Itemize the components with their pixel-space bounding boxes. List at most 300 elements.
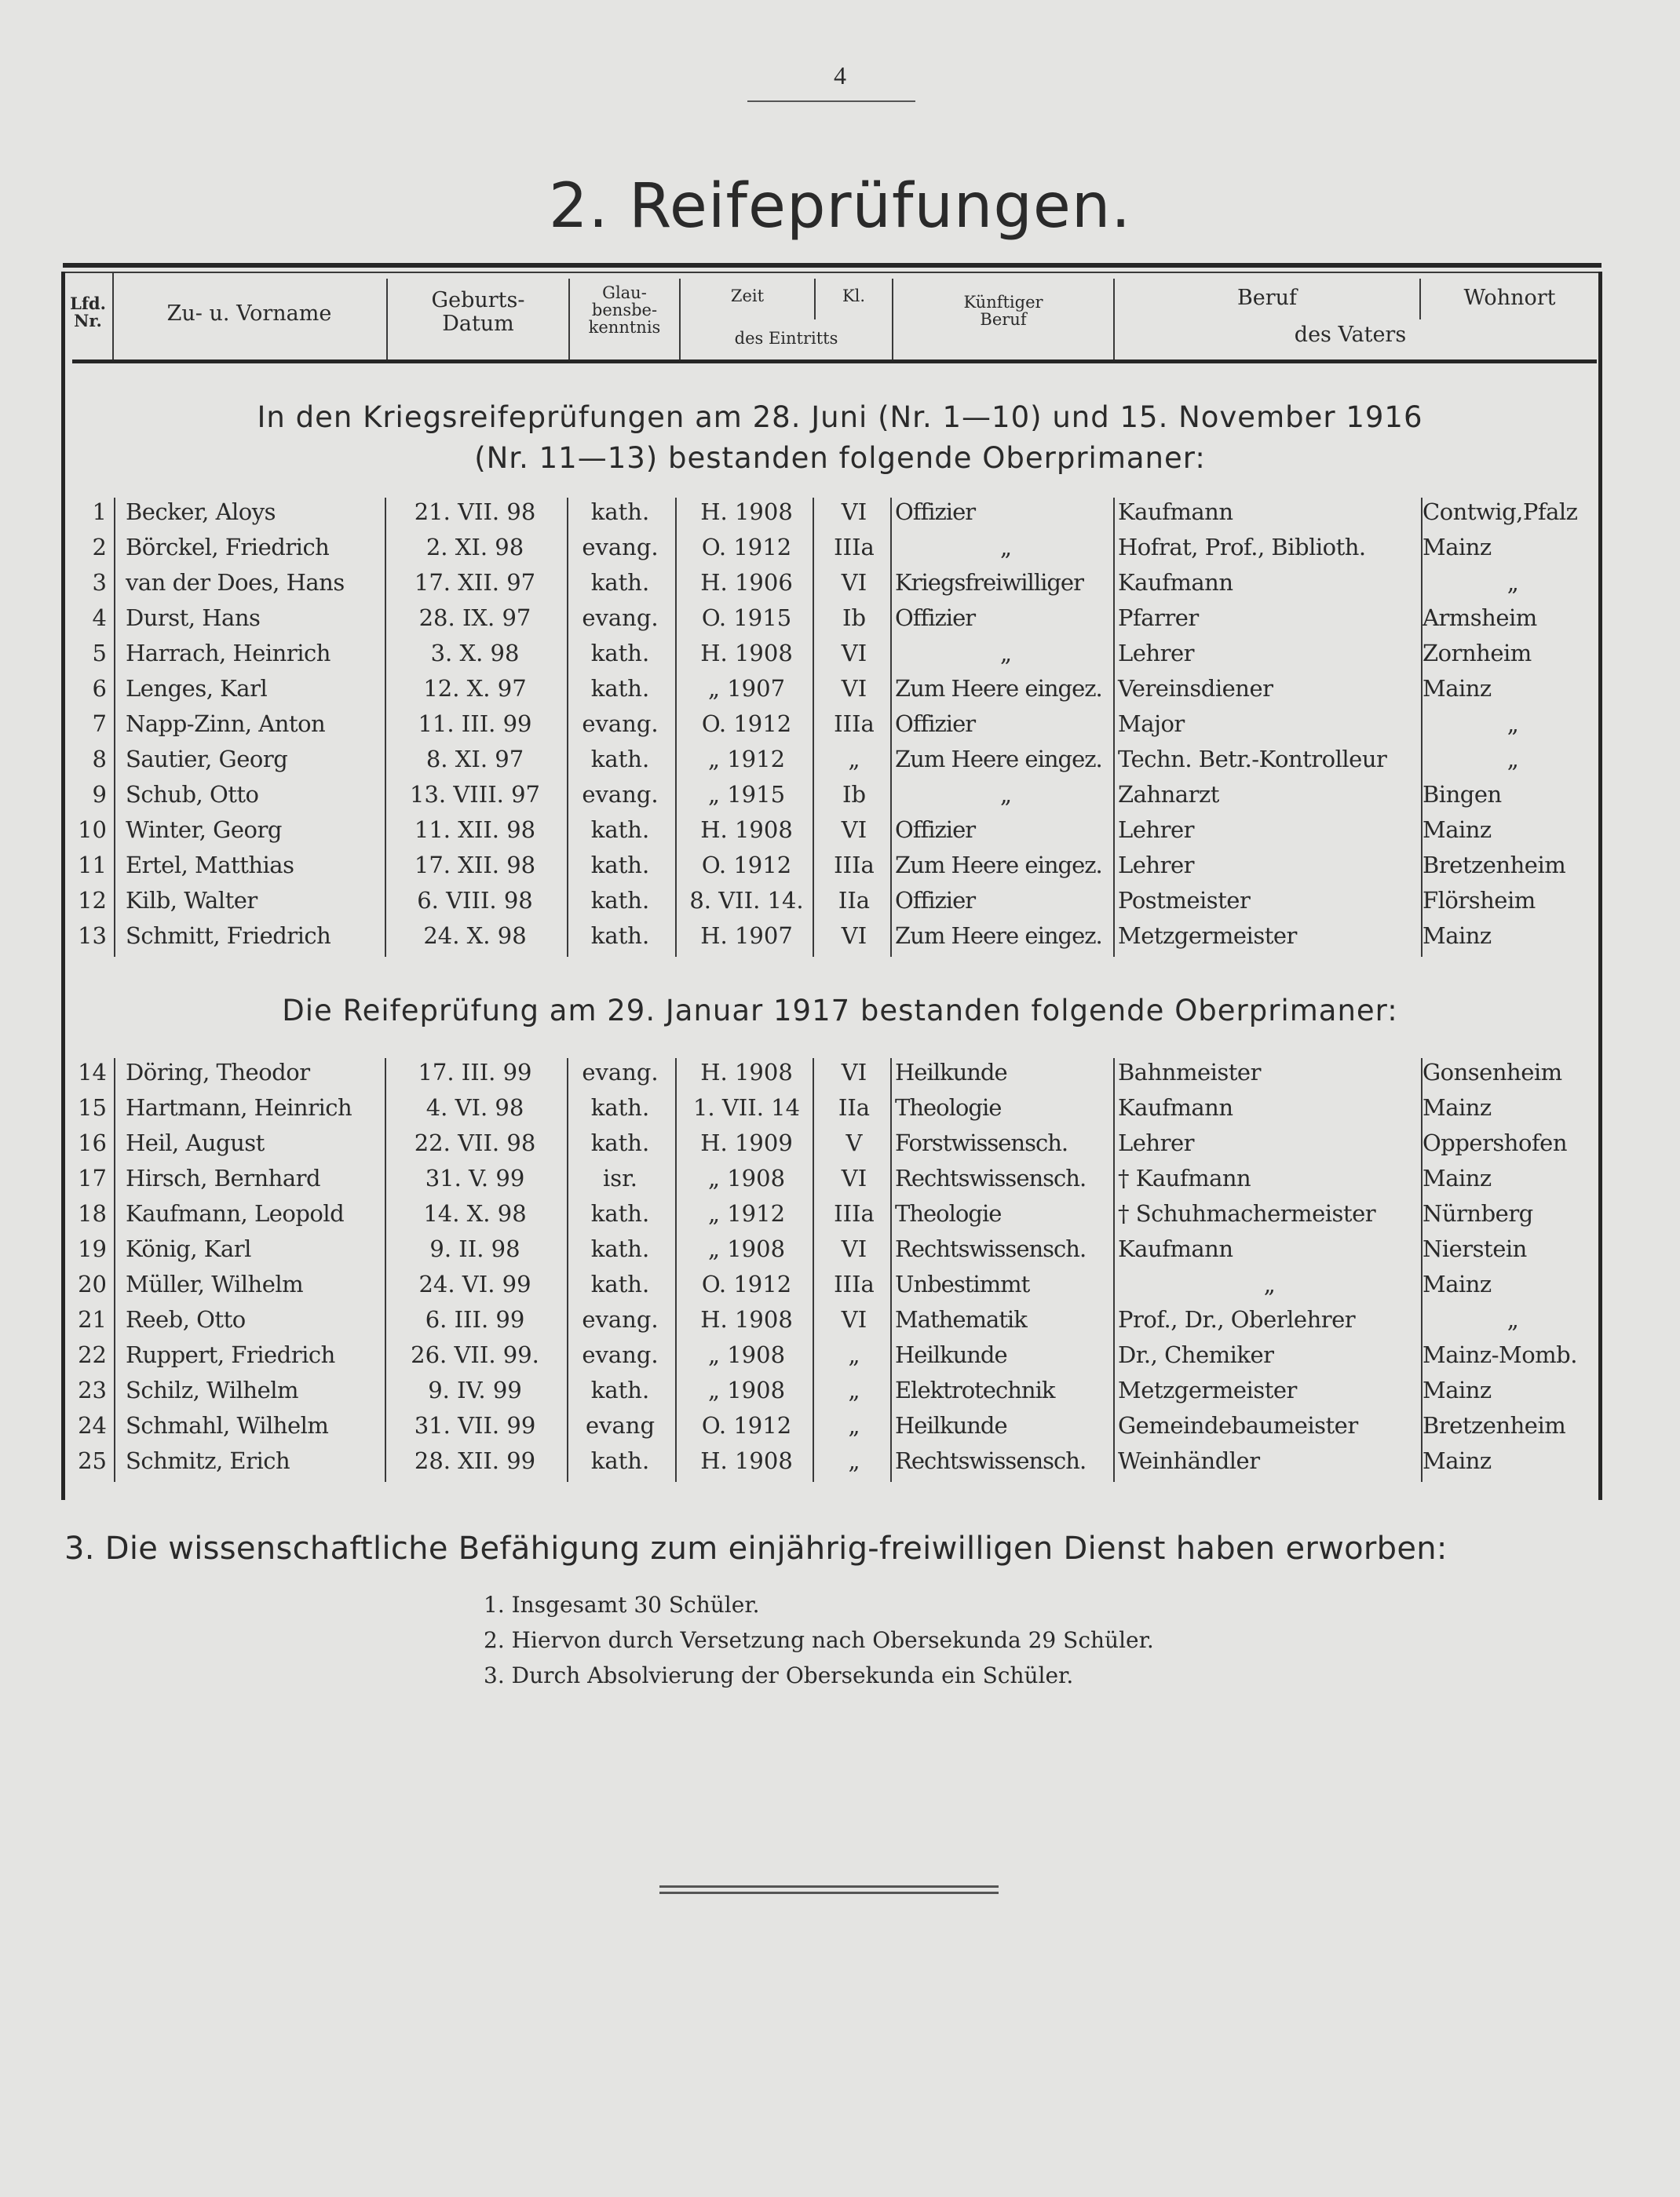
table-row: [0, 1338, 1680, 1373]
father-profession: Techn. Betr.-Kontrolleur: [1118, 746, 1387, 772]
entry-time: „ 1908: [707, 1235, 786, 1262]
col-header-name: Zu- u. Vorname: [166, 301, 332, 326]
row-number: 12: [78, 887, 107, 914]
birth-date: 26. VII. 99.: [411, 1341, 539, 1368]
residence: Gonsenheim: [1423, 1059, 1562, 1086]
birth-date: 17. XII. 98: [414, 852, 536, 878]
table-row: [0, 918, 1680, 954]
section3-heading: 3. Die wissenschaftliche Befähigung zum einjährig-freiwilligen Dienst haben erworben:: [64, 1531, 1448, 1567]
row-number: 22: [78, 1341, 107, 1368]
birth-date: 22. VII. 98: [414, 1130, 536, 1156]
entry-class: VI: [841, 1059, 867, 1086]
birth-date: 11. XII. 98: [414, 816, 536, 843]
table-row: [0, 1196, 1680, 1232]
birth-date: 9. II. 98: [429, 1235, 520, 1262]
table-top-thin-rule: [63, 272, 1601, 273]
entry-time: H. 1908: [700, 816, 793, 843]
religion: evang.: [582, 534, 659, 560]
future-profession: Mathematik: [895, 1306, 1027, 1333]
table-row: [0, 1443, 1680, 1479]
entry-time: O. 1915: [701, 604, 792, 631]
father-profession: Bahnmeister: [1118, 1059, 1261, 1086]
religion: kath.: [590, 1094, 650, 1121]
birth-date: 8. XI. 97: [425, 746, 524, 772]
entry-class: „: [848, 1341, 860, 1368]
residence: „: [1507, 710, 1519, 737]
column-divider: [890, 498, 892, 957]
father-profession: „: [1263, 1271, 1276, 1297]
student-name: Hartmann, Heinrich: [126, 1094, 352, 1121]
student-name: Napp-Zinn, Anton: [126, 710, 326, 737]
entry-time: „ 1912: [707, 746, 786, 772]
row-number: 19: [78, 1235, 107, 1262]
row-number: 18: [78, 1200, 107, 1227]
row-number: 24: [78, 1412, 107, 1439]
residence: Oppershofen: [1423, 1130, 1568, 1156]
student-name: Reeb, Otto: [126, 1306, 246, 1333]
col-header-kl: Kl.: [842, 286, 866, 305]
table-row: [0, 1267, 1680, 1302]
residence: Zornheim: [1423, 640, 1532, 666]
student-name: Winter, Georg: [126, 816, 282, 843]
future-profession: Kriegsfreiwilliger: [895, 569, 1083, 596]
father-profession: † Kaufmann: [1118, 1165, 1251, 1192]
birth-date: 3. X. 98: [430, 640, 520, 666]
future-profession: Forstwissensch.: [895, 1130, 1068, 1156]
column-divider: [385, 1058, 386, 1482]
col-header-wohnort: Wohnort: [1463, 286, 1556, 310]
religion: kath.: [590, 852, 650, 878]
father-profession: Hofrat, Prof., Biblioth.: [1118, 534, 1366, 560]
column-divider: [567, 1058, 568, 1482]
row-number: 14: [78, 1059, 107, 1086]
religion: kath.: [590, 746, 650, 772]
table-row: [0, 1408, 1680, 1443]
column-divider: [890, 1058, 892, 1482]
religion: evang: [585, 1412, 656, 1439]
student-name: Kaufmann, Leopold: [126, 1200, 345, 1227]
student-name: Durst, Hans: [126, 604, 261, 631]
father-profession: Zahnarzt: [1118, 781, 1219, 808]
future-profession: Theologie: [895, 1200, 1002, 1227]
section3-list: [484, 1587, 1154, 1693]
footer-rule-top: [659, 1885, 999, 1888]
entry-class: IIa: [838, 1094, 871, 1121]
col-header-glaubensbekenntnis: [570, 284, 679, 336]
entry-time: „ 1912: [707, 1200, 786, 1227]
table-row: [0, 530, 1680, 565]
father-profession: Metzgermeister: [1118, 922, 1297, 949]
entry-class: VI: [841, 569, 867, 596]
row-number: 16: [78, 1130, 107, 1156]
entry-time: H. 1908: [700, 498, 793, 525]
religion: evang.: [582, 1341, 659, 1368]
student-name: Börckel, Friedrich: [126, 534, 330, 560]
future-profession: Zum Heere eingez.: [895, 675, 1102, 702]
religion: kath.: [590, 1447, 650, 1474]
entry-class: Ib: [842, 781, 867, 808]
future-profession: Zum Heere eingez.: [895, 746, 1102, 772]
religion: kath.: [590, 569, 650, 596]
religion: kath.: [590, 1235, 650, 1262]
col-header-nr: Nr.: [74, 311, 102, 330]
future-profession: Heilkunde: [895, 1341, 1007, 1368]
section1-heading: [0, 397, 1680, 479]
residence: Mainz: [1423, 534, 1492, 560]
birth-date: 28. IX. 97: [418, 604, 531, 631]
row-number: 21: [78, 1306, 107, 1333]
birth-date: 17. XII. 97: [414, 569, 536, 596]
row-number: 23: [78, 1377, 107, 1403]
birth-date: 17. III. 99: [418, 1059, 532, 1086]
birth-date: 12. X. 97: [423, 675, 527, 702]
student-name: Ertel, Matthias: [126, 852, 294, 878]
future-profession: Offizier: [895, 604, 976, 631]
birth-date: 6. III. 99: [425, 1306, 525, 1333]
residence: Nürnberg: [1423, 1200, 1533, 1227]
column-divider: [1421, 1058, 1423, 1482]
col-header-geburts: Geburts-: [431, 288, 525, 312]
father-profession: Kaufmann: [1118, 1094, 1233, 1121]
column-divider: [114, 1058, 115, 1482]
birth-date: 6. VIII. 98: [417, 887, 533, 914]
birth-date: 31. V. 99: [425, 1165, 525, 1192]
entry-class: „: [848, 746, 860, 772]
row-number: 10: [78, 816, 107, 843]
residence: Mainz: [1423, 675, 1492, 702]
residence: Mainz: [1423, 1271, 1492, 1297]
entry-time: „ 1908: [707, 1341, 786, 1368]
table-row: [0, 1055, 1680, 1090]
col-header-lfd-nr: [64, 295, 111, 330]
row-number: 4: [92, 604, 107, 631]
father-profession: Kaufmann: [1118, 1235, 1233, 1262]
row-number: 17: [78, 1165, 107, 1192]
entry-time: H. 1909: [700, 1130, 793, 1156]
table-row: [0, 671, 1680, 706]
entry-class: VI: [841, 1165, 867, 1192]
father-profession: † Schuhmachermeister: [1118, 1200, 1376, 1227]
student-name: Heil, August: [126, 1130, 265, 1156]
residence: Mainz: [1423, 1377, 1492, 1403]
student-name: Schmitz, Erich: [126, 1447, 290, 1474]
entry-time: O. 1912: [701, 534, 792, 560]
row-number: 5: [92, 640, 107, 666]
column-divider: [813, 1058, 814, 1482]
row-number: 1: [92, 498, 107, 525]
row-number: 9: [92, 781, 107, 808]
section2-heading: Die Reifeprüfung am 29. Januar 1917 bestanden folgende Oberprimaner:: [282, 994, 1398, 1027]
father-profession: Kaufmann: [1118, 569, 1233, 596]
birth-date: 24. X. 98: [423, 922, 527, 949]
section1-heading-line2: (Nr. 11—13) bestanden folgende Oberprimaner:: [474, 441, 1206, 475]
father-profession: Gemeindebaumeister: [1118, 1412, 1358, 1439]
future-profession: Zum Heere eingez.: [895, 922, 1102, 949]
residence: Armsheim: [1423, 604, 1537, 631]
father-profession: Lehrer: [1118, 640, 1194, 666]
residence: Bretzenheim: [1423, 852, 1566, 878]
table-row: [0, 1302, 1680, 1338]
birth-date: 9. IV. 99: [428, 1377, 522, 1403]
future-profession: Zum Heere eingez.: [895, 852, 1102, 878]
father-profession: Postmeister: [1118, 887, 1251, 914]
residence: Nierstein: [1423, 1235, 1527, 1262]
row-number: 6: [92, 675, 107, 702]
residence: Bretzenheim: [1423, 1412, 1566, 1439]
residence: „: [1507, 1306, 1519, 1333]
father-profession: Lehrer: [1118, 816, 1194, 843]
religion: evang.: [582, 781, 659, 808]
table-top-rule: [63, 263, 1601, 268]
table-row: [0, 812, 1680, 848]
page-number: 4: [834, 61, 846, 89]
religion: kath.: [590, 640, 650, 666]
entry-time: O. 1912: [701, 710, 792, 737]
student-name: Becker, Aloys: [126, 498, 276, 525]
religion: evang.: [582, 710, 659, 737]
col-header-lfd: Lfd.: [70, 294, 106, 313]
student-name: Ruppert, Friedrich: [126, 1341, 335, 1368]
entry-time: „ 1908: [707, 1165, 786, 1192]
col-header-geburtsdatum: [388, 289, 568, 336]
entry-class: „: [848, 1412, 860, 1439]
col-header-glau: Glau-: [602, 283, 647, 302]
future-profession: „: [999, 781, 1012, 808]
student-name: Lenges, Karl: [126, 675, 268, 702]
table-row: [0, 742, 1680, 777]
entry-time: H. 1908: [700, 1306, 793, 1333]
entry-class: V: [845, 1130, 863, 1156]
footer-rule-bottom: [659, 1892, 999, 1894]
entry-class: IIIa: [834, 852, 875, 878]
column-divider: [1113, 498, 1115, 957]
entry-time: „ 1908: [707, 1377, 786, 1403]
table-row: [0, 777, 1680, 812]
column-divider: [675, 498, 677, 957]
col-header-bensbe: bensbe-: [591, 301, 658, 319]
column-divider: [1421, 498, 1423, 957]
residence: „: [1507, 746, 1519, 772]
father-profession: Weinhändler: [1118, 1447, 1260, 1474]
column-divider: [813, 498, 814, 957]
table-row: [0, 636, 1680, 671]
entry-class: VI: [841, 1235, 867, 1262]
birth-date: 28. XII. 99: [414, 1447, 536, 1474]
future-profession: Heilkunde: [895, 1412, 1007, 1439]
entry-class: IIa: [838, 887, 871, 914]
father-profession: Pfarrer: [1118, 604, 1199, 631]
section1-heading-line1: In den Kriegsreifeprüfungen am 28. Juni (Nr. 1—10) und 15. November 1916: [257, 400, 1423, 434]
residence: Mainz: [1423, 1165, 1492, 1192]
col-header-kuenftiger-beruf: [893, 294, 1113, 328]
entry-class: VI: [841, 1306, 867, 1333]
student-name: Schilz, Wilhelm: [126, 1377, 299, 1403]
student-name: Müller, Wilhelm: [126, 1271, 304, 1297]
religion: kath.: [590, 675, 650, 702]
section3-item: 2. Hiervon durch Versetzung nach Obersekunda 29 Schüler.: [484, 1627, 1154, 1653]
table-row: [0, 883, 1680, 918]
table-row: [0, 848, 1680, 883]
student-name: König, Karl: [126, 1235, 251, 1262]
residence: Bingen: [1423, 781, 1502, 808]
birth-date: 2. XI. 98: [425, 534, 524, 560]
religion: kath.: [590, 1200, 650, 1227]
future-profession: Offizier: [895, 498, 976, 525]
religion: kath.: [590, 922, 650, 949]
table-row: [0, 600, 1680, 636]
religion: evang.: [582, 1059, 659, 1086]
father-profession: Kaufmann: [1118, 498, 1233, 525]
birth-date: 21. VII. 98: [414, 498, 536, 525]
residence: „: [1507, 569, 1519, 596]
student-name: Schmahl, Wilhelm: [126, 1412, 329, 1439]
religion: kath.: [590, 1271, 650, 1297]
entry-class: „: [848, 1377, 860, 1403]
entry-class: VI: [841, 498, 867, 525]
religion: kath.: [590, 887, 650, 914]
student-name: Schub, Otto: [126, 781, 259, 808]
residence: Mainz: [1423, 1447, 1492, 1474]
future-profession: „: [999, 640, 1012, 666]
row-number: 7: [92, 710, 107, 737]
residence: Mainz: [1423, 1094, 1492, 1121]
entry-time: H. 1908: [700, 640, 793, 666]
column-divider: [385, 498, 386, 957]
birth-date: 24. VI. 99: [418, 1271, 531, 1297]
page-title: 2. Reifeprüfungen.: [548, 171, 1132, 242]
row-number: 11: [78, 852, 107, 878]
entry-time: 8. VII. 14.: [689, 887, 804, 914]
birth-date: 13. VIII. 97: [410, 781, 540, 808]
future-profession: Theologie: [895, 1094, 1002, 1121]
table-row: [0, 1232, 1680, 1267]
column-divider: [114, 498, 115, 957]
table-row: [0, 1090, 1680, 1126]
table-row: [0, 1161, 1680, 1196]
religion: evang.: [582, 1306, 659, 1333]
column-divider: [675, 1058, 677, 1482]
table-row: [0, 495, 1680, 530]
entry-time: O. 1912: [701, 852, 792, 878]
entry-class: VI: [841, 640, 867, 666]
future-profession: Rechtswissensch.: [895, 1447, 1087, 1474]
entry-time: H. 1907: [700, 922, 793, 949]
entry-class: Ib: [842, 604, 867, 631]
future-profession: Rechtswissensch.: [895, 1165, 1087, 1192]
future-profession: Heilkunde: [895, 1059, 1007, 1086]
entry-time: H. 1908: [700, 1059, 793, 1086]
entry-class: IIIa: [834, 1200, 875, 1227]
col-header-beruf-k: Beruf: [980, 310, 1027, 329]
col-header-des-vaters: des Vaters: [1294, 323, 1407, 347]
student-name: Kilb, Walter: [126, 887, 257, 914]
entry-class: IIIa: [834, 534, 875, 560]
page-number-rule: [747, 100, 915, 102]
future-profession: Offizier: [895, 887, 976, 914]
table-row: [0, 706, 1680, 742]
entry-time: O. 1912: [701, 1271, 792, 1297]
religion: kath.: [590, 498, 650, 525]
entry-class: „: [848, 1447, 860, 1474]
student-name: Harrach, Heinrich: [126, 640, 331, 666]
birth-date: 14. X. 98: [423, 1200, 527, 1227]
entry-time: O. 1912: [701, 1412, 792, 1439]
entry-time: „ 1915: [707, 781, 786, 808]
col-header-des-eintritts: des Eintritts: [734, 329, 838, 348]
section3-item: 1. Insgesamt 30 Schüler.: [484, 1592, 760, 1618]
col-header-kuenftiger: Künftiger: [963, 293, 1043, 312]
residence: Mainz-Momb.: [1423, 1341, 1577, 1368]
row-number: 3: [92, 569, 107, 596]
row-number: 20: [78, 1271, 107, 1297]
entry-class: VI: [841, 675, 867, 702]
future-profession: Elektrotechnik: [895, 1377, 1055, 1403]
residence: Mainz: [1423, 922, 1492, 949]
row-number: 8: [92, 746, 107, 772]
table-row: [0, 1126, 1680, 1161]
header-bottom-rule: [72, 359, 1597, 363]
row-number: 25: [78, 1447, 107, 1474]
row-number: 2: [92, 534, 107, 560]
entry-time: 1. VII. 14: [692, 1094, 801, 1121]
entry-class: VI: [841, 922, 867, 949]
student-name: Sautier, Georg: [126, 746, 288, 772]
religion: evang.: [582, 604, 659, 631]
col-header-beruf: Beruf: [1236, 286, 1298, 310]
residence: Flörsheim: [1423, 887, 1536, 914]
row-number: 13: [78, 922, 107, 949]
father-profession: Metzgermeister: [1118, 1377, 1297, 1403]
section3-item: 3. Durch Absolvierung der Obersekunda ein Schüler.: [484, 1662, 1074, 1688]
residence: Mainz: [1423, 816, 1492, 843]
col-header-kenntnis: kenntnis: [588, 318, 661, 337]
father-profession: Lehrer: [1118, 852, 1194, 878]
future-profession: Unbestimmt: [895, 1271, 1030, 1297]
col-header-datum: Datum: [442, 312, 514, 336]
future-profession: Rechtswissensch.: [895, 1235, 1087, 1262]
religion: kath.: [590, 1377, 650, 1403]
student-name: Schmitt, Friedrich: [126, 922, 331, 949]
column-divider: [1113, 1058, 1115, 1482]
future-profession: „: [999, 534, 1012, 560]
entry-class: IIIa: [834, 1271, 875, 1297]
entry-class: IIIa: [834, 710, 875, 737]
birth-date: 11. III. 99: [418, 710, 532, 737]
column-divider: [567, 498, 568, 957]
entry-time: „ 1907: [707, 675, 786, 702]
father-profession: Major: [1118, 710, 1185, 737]
religion: isr.: [602, 1165, 638, 1192]
entry-class: VI: [841, 816, 867, 843]
birth-date: 31. VII. 99: [414, 1412, 536, 1439]
student-name: Döring, Theodor: [126, 1059, 310, 1086]
col-header-zeit: Zeit: [730, 286, 765, 305]
entry-time: H. 1908: [700, 1447, 793, 1474]
table-row: [0, 565, 1680, 600]
student-name: Hirsch, Bernhard: [126, 1165, 321, 1192]
father-profession: Dr., Chemiker: [1118, 1341, 1274, 1368]
religion: kath.: [590, 1130, 650, 1156]
student-name: van der Does, Hans: [126, 569, 345, 596]
religion: kath.: [590, 816, 650, 843]
entry-time: H. 1906: [700, 569, 793, 596]
birth-date: 4. VI. 98: [425, 1094, 524, 1121]
father-profession: Prof., Dr., Oberlehrer: [1118, 1306, 1356, 1333]
father-profession: Vereinsdiener: [1118, 675, 1273, 702]
table-row: [0, 1373, 1680, 1408]
future-profession: Offizier: [895, 816, 976, 843]
future-profession: Offizier: [895, 710, 976, 737]
